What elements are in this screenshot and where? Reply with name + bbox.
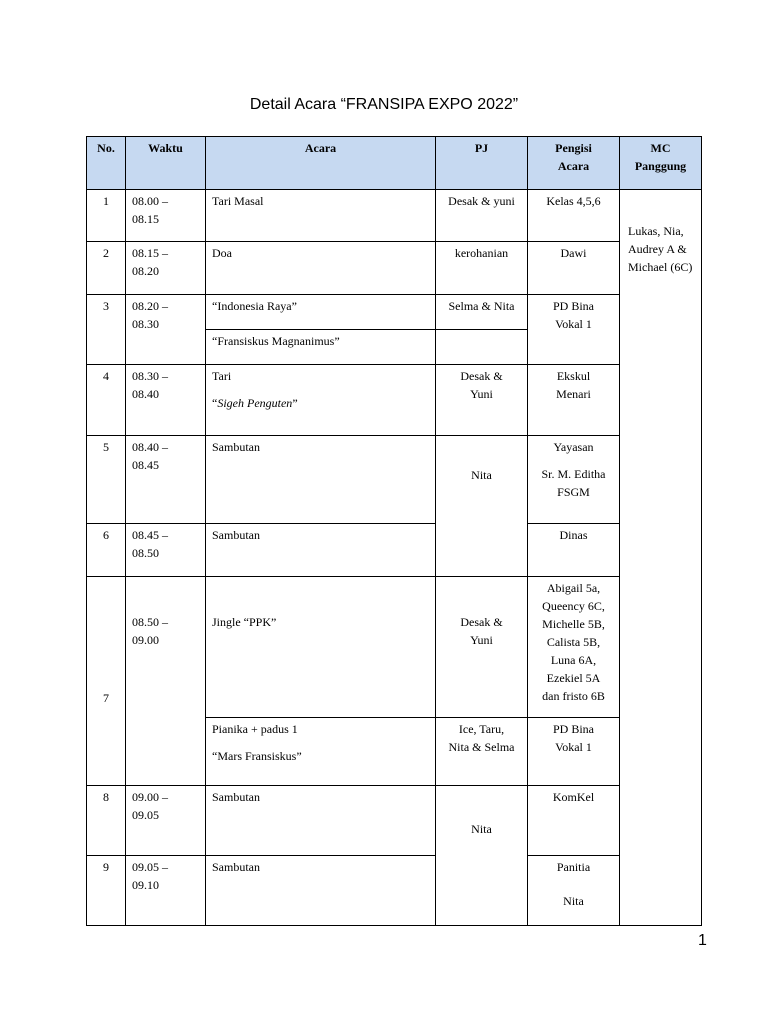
header-no: No.: [87, 137, 126, 190]
row-waktu: [126, 856, 206, 926]
table-row: [87, 365, 702, 436]
acara-line: Tari: [212, 369, 232, 383]
pj-line: Nita: [471, 822, 492, 836]
pengisi-line: FSGM: [557, 485, 590, 499]
row-waktu: [126, 786, 206, 856]
row-pengisi: Dinas: [528, 524, 620, 577]
row-pengisi: Dawi: [528, 242, 620, 295]
row-acara: Doa: [206, 242, 436, 295]
header-row: [87, 137, 702, 190]
table-row: [87, 577, 702, 718]
table-row: [87, 242, 702, 295]
pj-line: Nita: [471, 468, 492, 482]
row-pengisi: [528, 577, 620, 718]
row-pj: [436, 577, 528, 718]
row-no: 2: [87, 242, 126, 295]
pengisi-line: Nita: [563, 894, 584, 908]
waktu-start: 08.45 –: [132, 528, 168, 542]
row-pengisi: [528, 365, 620, 436]
row-no: 5: [87, 436, 126, 524]
waktu-start: 08.40 –: [132, 440, 168, 454]
row-waktu: [126, 190, 206, 242]
row-waktu: [126, 365, 206, 436]
pengisi-line: Sr. M. Editha: [541, 467, 606, 481]
table-row: [87, 190, 702, 242]
document-title: Detail Acara “FRANSIPA EXPO 2022”: [249, 96, 519, 113]
acara-line: “Mars Fransiskus”: [212, 749, 302, 763]
row-acara: “Fransiskus Magnanimus”: [206, 330, 436, 365]
row-acara: Tari Masal: [206, 190, 436, 242]
pj-line: Yuni: [470, 633, 493, 647]
pengisi-line: Menari: [556, 387, 591, 401]
header-pengisi-line1: Pengisi: [555, 141, 592, 155]
waktu-end: 08.30: [132, 317, 159, 331]
row-acara: Sambutan: [206, 786, 436, 856]
header-mc-panggung: [620, 137, 702, 190]
header-mc-line2: Panggung: [634, 159, 687, 173]
performer-name: Queency 6C,: [542, 599, 605, 613]
table-row: [87, 786, 702, 856]
waktu-end: 09.10: [132, 878, 159, 892]
row-no: 3: [87, 295, 126, 365]
performer-name: Abigail 5a,: [546, 581, 601, 595]
row-pj: [436, 436, 528, 577]
waktu-end: 08.15: [132, 212, 159, 226]
waktu-end: 08.40: [132, 387, 159, 401]
row-waktu: [126, 242, 206, 295]
header-pengisi-line2: Acara: [557, 159, 590, 173]
row-no: 9: [87, 856, 126, 926]
table-row: [87, 856, 702, 926]
row-pj: [436, 365, 528, 436]
waktu-start: 09.00 –: [132, 790, 168, 804]
table-row: [87, 436, 702, 524]
performer-name: Calista 5B,: [546, 635, 601, 649]
row-pj: kerohanian: [436, 242, 528, 295]
pengisi-line: PD Bina: [552, 722, 594, 736]
header-pengisi-acara: [528, 137, 620, 190]
row-pengisi: Kelas 4,5,6: [528, 190, 620, 242]
table-row: [87, 524, 702, 577]
pj-line: Nita & Selma: [448, 740, 515, 754]
waktu-start: 08.20 –: [132, 299, 168, 313]
quote-open: “: [212, 396, 218, 410]
row-pj: Desak & yuni: [436, 190, 528, 242]
pengisi-line: PD Bina: [552, 299, 594, 313]
row-pj: [436, 786, 528, 926]
header-pj: PJ: [436, 137, 528, 190]
row-no: 7: [87, 577, 126, 786]
acara-line: Pianika + padus 1: [212, 722, 298, 736]
mc-names: Lukas, Nia, Audrey A & Michael (6C): [628, 224, 693, 274]
header-mc-line1: MC: [650, 141, 671, 155]
pengisi-line: Panitia: [556, 860, 591, 874]
pj-line: Desak &: [460, 369, 503, 383]
row-waktu: [126, 577, 206, 786]
performer-name: Ezekiel 5A: [546, 671, 601, 685]
waktu-start: 08.30 –: [132, 369, 168, 383]
waktu-end: 09.00: [132, 633, 159, 647]
waktu-start: 08.15 –: [132, 246, 168, 260]
waktu-start: 08.00 –: [132, 194, 168, 208]
row-pengisi: [528, 856, 620, 926]
row-waktu: [126, 436, 206, 524]
row-pj: Selma & Nita: [436, 295, 528, 330]
page-number: 1: [698, 932, 707, 949]
row-acara: [206, 718, 436, 786]
row-waktu: [126, 524, 206, 577]
waktu-end: 08.45: [132, 458, 159, 472]
waktu-start: 08.50 –: [132, 615, 168, 629]
acara-italic-title: Sigeh Penguten: [217, 396, 293, 410]
waktu-start: 09.05 –: [132, 860, 168, 874]
waktu-end: 08.20: [132, 264, 159, 278]
row-waktu: [126, 295, 206, 365]
performer-name: dan fristo 6B: [542, 689, 605, 703]
row-acara: Sambutan: [206, 524, 436, 577]
row-acara: Sambutan: [206, 856, 436, 926]
row-pengisi: [528, 436, 620, 524]
table-row: [87, 295, 702, 330]
pj-line: Desak &: [460, 615, 503, 629]
pj-line: Yuni: [470, 387, 493, 401]
row-pengisi: [528, 718, 620, 786]
row-acara: Jingle “PPK”: [206, 577, 436, 718]
quote-close: ”: [292, 396, 298, 410]
row-pj: [436, 718, 528, 786]
performer-name: Luna 6A,: [550, 653, 597, 667]
pengisi-line: Yayasan: [553, 440, 594, 454]
pj-line: Ice, Taru,: [458, 722, 505, 736]
waktu-end: 09.05: [132, 808, 159, 822]
row-no: 6: [87, 524, 126, 577]
row-pengisi: KomKel: [528, 786, 620, 856]
pengisi-line: Vokal 1: [555, 740, 592, 754]
mc-panggung-cell: [620, 190, 702, 926]
row-acara: [206, 365, 436, 436]
header-waktu: Waktu: [126, 137, 206, 190]
pengisi-line: Vokal 1: [555, 317, 592, 331]
row-no: 1: [87, 190, 126, 242]
schedule-table: [86, 136, 702, 926]
row-no: 8: [87, 786, 126, 856]
pengisi-line: Ekskul: [556, 369, 591, 383]
row-pengisi: [528, 295, 620, 365]
waktu-end: 08.50: [132, 546, 159, 560]
row-no: 4: [87, 365, 126, 436]
row-pj-empty: [436, 330, 528, 365]
header-acara: Acara: [206, 137, 436, 190]
performer-name: Michelle 5B,: [542, 617, 605, 631]
row-acara: Sambutan: [206, 436, 436, 524]
row-acara: “Indonesia Raya”: [206, 295, 436, 330]
